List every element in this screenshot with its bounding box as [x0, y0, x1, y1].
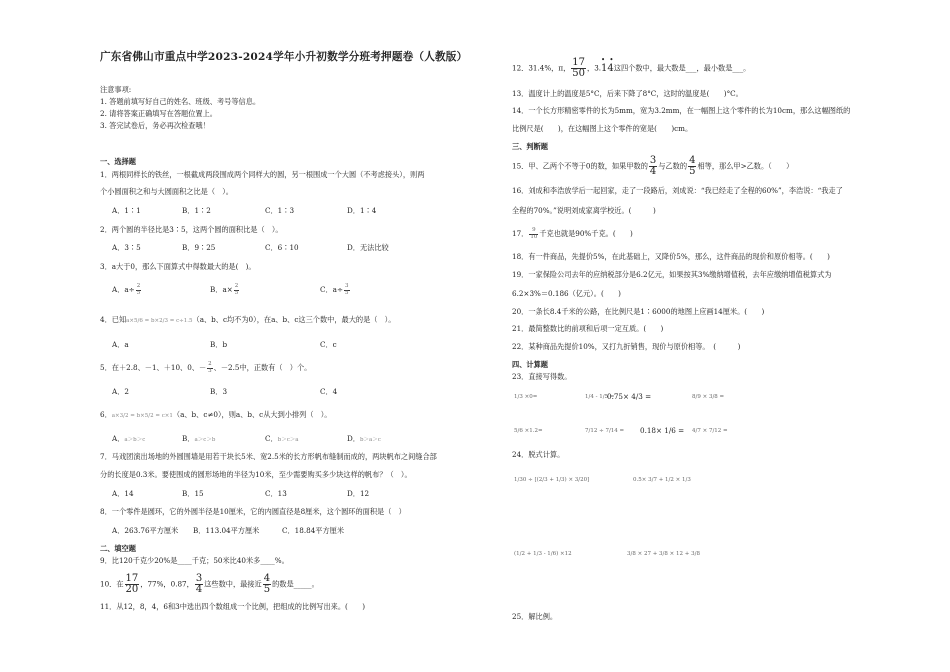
formula: a×3/2 = b×5/2 = c×1 — [111, 413, 173, 419]
option: A．14 — [112, 489, 134, 498]
calc-item: 8/9 × 3/8 = — [692, 394, 725, 400]
question-text: 14．一个长方形精密零件的长为5mm，宽为3.2mm，在一幅图上这个零件的长为10cm，那么这幅图纸的 — [512, 106, 851, 115]
repeating-decimal: • • 14 — [601, 55, 615, 74]
question-text: 21．最简整数比的前项和后项一定互质。( ) — [512, 324, 664, 333]
section-heading: 三、判断题 — [512, 142, 548, 151]
option: C．13 — [265, 489, 287, 498]
option: D．1∶4 — [347, 206, 377, 215]
question-text: 6．a×3/2 = b×5/2 = c×1（a、b、c≠0），则a、b、c从大到小排列（ ）。 — [100, 410, 332, 419]
question-text: 3．a大于0，那么下面算式中得数最大的是( )。 — [100, 262, 256, 271]
question-text: 比例尺是( )，在这幅图上这个零件的宽是( )cm。 — [512, 124, 693, 133]
notes-item: 2. 请将答案正确填写在答题位置上。 — [100, 109, 217, 118]
calc-item: 1/3 ×0= — [514, 394, 538, 400]
option: C．18.84平方厘米 — [282, 526, 345, 535]
option: B．a× $\frac{2}{5}$ — [210, 283, 239, 296]
question-text: 18．有一件商品，先提价5%，在此基础上，又降价5%，那么，这件商品的现价和原价相等。( ) — [512, 252, 830, 261]
calc-item: 0.18× 1/6 = — [640, 426, 685, 435]
question-text: 10．在 $\frac{17}{20}$ ，77%，0.87， $\frac{3}{4}$ 这些数中，最接近 $\frac{4}{5}$ 的数是_____。 — [100, 573, 319, 595]
question-text: 19．一家保险公司去年的应纳税部分是6.2亿元，如果按其3%缴纳增值税，去年应缴纳增值税算式为 — [512, 270, 832, 279]
question-text: 17． $\frac{9}{10}$ 千克也就是90%千克。( ) — [512, 227, 633, 240]
repeat-dots-icon: • • — [601, 55, 615, 64]
question-text: 22．某种商品先提价10%，又打九折销售，现价与原价相等。 ( ) — [512, 342, 741, 351]
section-heading: 二、填空题 — [100, 544, 136, 553]
option: A．263.76平方厘米 — [112, 526, 179, 535]
question-text: 25．解比例。 — [512, 612, 558, 621]
question-text: 7．马戏团演出场地的外圆围墙是用若干块长5米、宽2.5米的长方形帆布缝制而成的，两块帆布之间缝合部 — [100, 452, 437, 461]
question-text: 2．两个圆的半径比是3∶5，这两个圆的面积比是（ ）。 — [100, 225, 283, 234]
option: B．3 — [210, 387, 228, 396]
question-text: 13．温度计上的温度是5°C，后来下降了8°C，这时的温度是( )°C。 — [512, 89, 743, 98]
option: A．a÷ $\frac{2}{5}$ — [112, 283, 141, 296]
question-text: 5．在＋2.8、－1、＋10、0、－ $\frac{2}{3}$ 、－2.5中，正数有（ ）个。 — [100, 361, 312, 374]
option: B．a＞c＞b — [182, 434, 216, 443]
option: C．1∶3 — [265, 206, 295, 215]
notes-item: 3. 答完试卷后，务必再次检查哦！ — [100, 121, 210, 130]
question-text: 全程的70%。”说明刘成家离学校近。( ) — [512, 206, 656, 215]
calc-item: 0.75× 4/3 = — [607, 392, 652, 401]
question-text: 20．一条长8.4千米的公路，在比例尺是1∶6000的地图上应画14厘米。( ) — [512, 307, 765, 316]
calc-item: 1/4 - 1/5 = — [585, 394, 615, 400]
question-text: 4．已知a×5/6 = b×2/3 = c÷1.5（a、b、c均不为0），在a、b、c这三个数中，最大的是（ ）。 — [100, 315, 396, 324]
calc-item: 0.5× 3/7 + 1/2 × 1/3 — [633, 477, 691, 483]
option: C．c — [320, 340, 337, 349]
question-text: 9．比120千克少20%是____千克；50米比40米多____%。 — [100, 556, 289, 565]
notes-heading: 注意事项: — [100, 85, 132, 94]
option: D．12 — [347, 489, 370, 498]
question-text: 23．直接写得数。 — [512, 372, 572, 381]
option: A．a＞b＞c — [112, 434, 146, 443]
option: B．9∶25 — [182, 243, 216, 252]
question-text: 个小圆面积之和与大圆面积之比是（ ）。 — [100, 187, 233, 196]
notes-item: 1. 答题前填写好自己的姓名、班级、考号等信息。 — [100, 97, 261, 106]
question-text: 24．脱式计算。 — [512, 450, 565, 459]
option: C．6∶10 — [265, 243, 299, 252]
calc-item: 4/7 × 7/12 = — [692, 428, 728, 434]
option: B．113.04平方厘米 — [193, 526, 260, 535]
calc-item: 7/12 ÷ 7/14 = — [585, 428, 625, 434]
question-text: 11．从12，8，4，6和3中选出四个数组成一个比例，把组成的比例写出来。( ) — [100, 602, 366, 611]
option: B．15 — [182, 489, 204, 498]
page-title: 广东省佛山市重点中学2023-2024学年小升初数学分班考押题卷（人教版） — [100, 51, 468, 63]
question-text: 16．刘成和李浩放学后一起回家，走了一段路后，刘成说：“我已经走了全程的60%”，李浩说：“我走了 — [512, 186, 843, 195]
calc-item: (1/2 + 1/3 - 1/6) ×12 — [514, 551, 572, 557]
calc-item: 1/30 ÷ [(2/3 + 1/3) × 3/20] — [514, 477, 590, 483]
option: A．a — [112, 340, 129, 349]
section-heading: 四、计算题 — [512, 360, 548, 369]
option: A．1∶1 — [112, 206, 141, 215]
option: B．1∶2 — [182, 206, 211, 215]
option: C．a÷ $\frac{3}{5}$ — [320, 283, 349, 296]
option: D．b＞a＞c — [347, 434, 381, 443]
calc-item: 5/6 ×1.2= — [514, 428, 543, 434]
option: C．4 — [320, 387, 338, 396]
question-text: 分的长度是0.3米。要使围成的圆形场地的半径为10米，至少需要购买多少块这样的帆布？（ ）。 — [100, 470, 412, 479]
option: A．3∶5 — [112, 243, 141, 252]
option: B．b — [210, 340, 228, 349]
question-text: 12．31.4%，π， $\frac{17}{50}$ ，3. • • 14这四个数中，最大数是___，最小数是___。 — [512, 55, 751, 79]
option: A．2 — [112, 387, 129, 396]
section-heading: 一、选择题 — [100, 157, 136, 166]
question-text: 1．两根同样长的铁丝，一根截成两段围成两个同样大的圆，另一根围成一个大圆（不考虑接头），则两 — [100, 170, 425, 179]
calc-item: 3/8 × 27 + 3/8 × 12 + 3/8 — [627, 551, 700, 557]
option: D．无法比较 — [347, 243, 389, 252]
question-text: 6.2×3%＝0.186（亿元）。( ) — [512, 289, 621, 298]
option: C．b＞c＞a — [265, 434, 299, 443]
question-text: 8．一个零件是圆环，它的外圆半径是10厘米，它的内圆直径是8厘米，这个圆环的面积是（ ） — [100, 507, 406, 516]
question-text: 15．甲、乙两个不等于0的数，如果甲数的 $\frac{3}{4}$ 与乙数的 $\frac{4}{5}$ 相等，那么甲>乙数。（ ） — [512, 155, 794, 177]
formula: a×5/6 = b×2/3 = c÷1.5 — [126, 318, 193, 324]
